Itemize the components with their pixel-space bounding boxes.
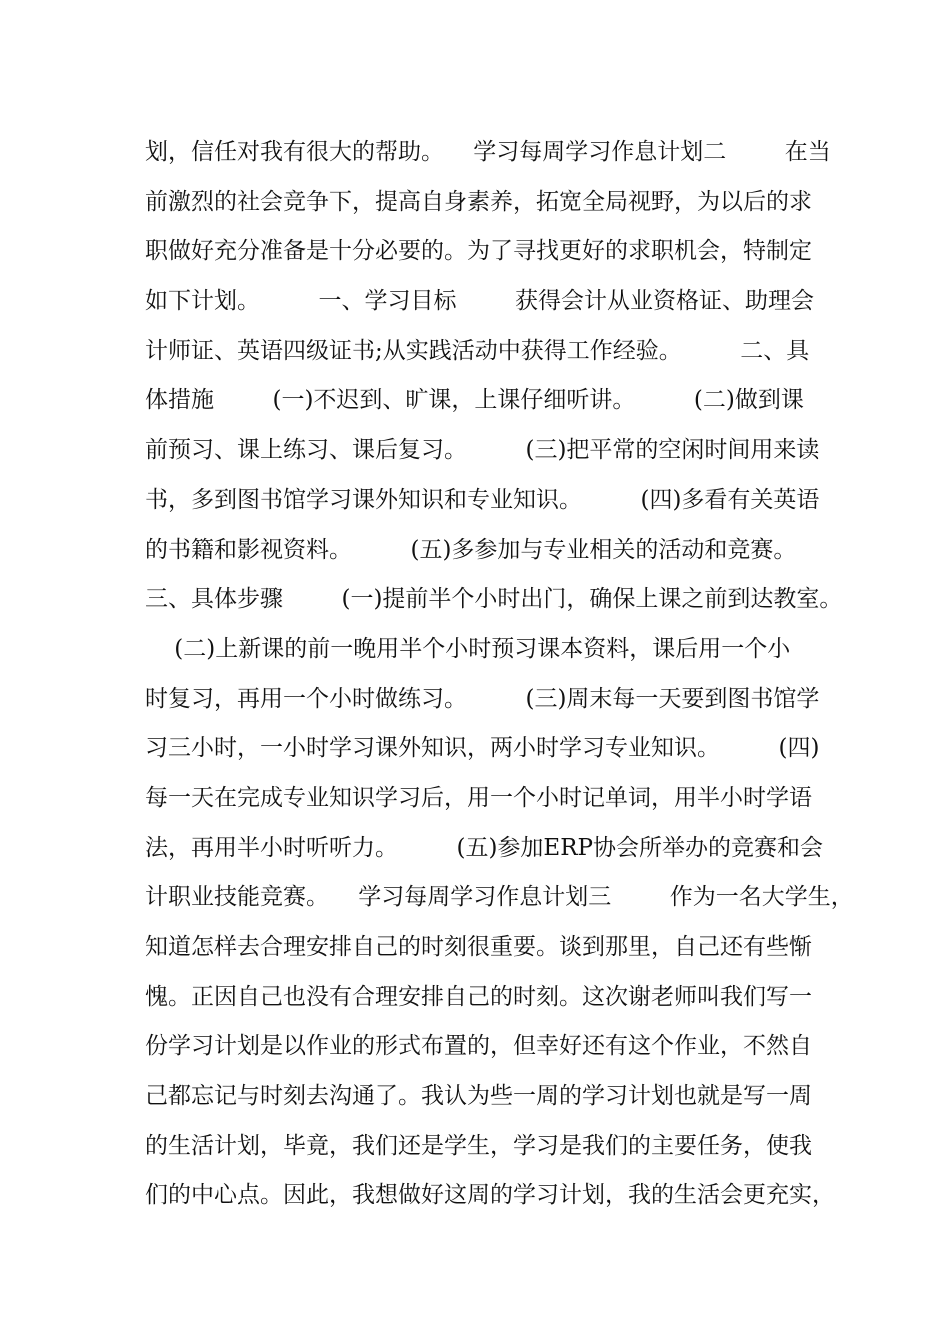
text-line-18: 愧。正因自己也没有合理安排自己的时刻。这次谢老师叫我们写一 — [145, 983, 812, 1010]
text-line-16: 计职业技能竞赛。 学习每周学习作息计划三 作为一名大学生， — [145, 884, 854, 911]
text-line-1: 划，信任对我有很大的帮助。 学习每周学习作息计划二 在当 — [145, 139, 831, 165]
text-line-8: 书，多到图书馆学习课外知识和专业知识。 (四)多看有关英语 — [145, 486, 820, 513]
text-line-11: (二)上新课的前一晚用半个小时预习课本资料，课后用一个小 — [145, 635, 791, 662]
body-text — [145, 128, 854, 1221]
text-line-17: 知道怎样去合理安排自己的时刻很重要。谈到那里，自己还有些惭 — [145, 934, 812, 960]
text-line-12: 时复习，再用一个小时做练习。 (三)周末每一天要到图书馆学 — [145, 685, 820, 712]
text-line-14: 每一天在完成专业知识学习后，用一个小时记单词，用半小时学语 — [145, 784, 812, 811]
text-line-20: 己都忘记与时刻去沟通了。我认为些一周的学习计划也就是写一周 — [145, 1083, 812, 1110]
text-line-10: 三、具体步骤 (一)提前半个小时出门，确保上课之前到达教室。 — [145, 586, 843, 613]
text-line-21: 的生活计划，毕竟，我们还是学生，学习是我们的主要任务，使我 — [145, 1132, 812, 1159]
text-line-19: 份学习计划是以作业的形式布置的，但幸好还有这个作业，不然自 — [145, 1033, 812, 1060]
text-line-22: 们的中心点。因此，我想做好这周的学习计划，我的生活会更充实， — [145, 1182, 835, 1209]
text-line-13: 习三小时，一小时学习课外知识，两小时学习专业知识。 (四) — [145, 735, 820, 762]
text-line-5: 计师证、英语四级证书;从实践活动中获得工作经验。 二、具 — [145, 337, 810, 364]
text-line-4: 如下计划。 一、学习目标 获得会计从业资格证、助理会 — [145, 288, 814, 315]
text-line-9: 的书籍和影视资料。 (五)多参加与专业相关的活动和竞赛。 — [145, 536, 797, 563]
text-line-6: 体措施 (一)不迟到、旷课，上课仔细听讲。 (二)做到课 — [145, 387, 804, 414]
text-line-7: 前预习、课上练习、课后复习。 (三)把平常的空闲时间用来读 — [145, 437, 820, 464]
text-line-15: 法，再用半小时听听力。 (五)参加ERP协会所举办的竞赛和会 — [145, 834, 824, 861]
text-line-3: 职做好充分准备是十分必要的。为了寻找更好的求职机会，特制定 — [145, 238, 812, 265]
text-line-2: 前激烈的社会竞争下，提高自身素养，拓宽全局视野，为以后的求 — [145, 188, 812, 215]
